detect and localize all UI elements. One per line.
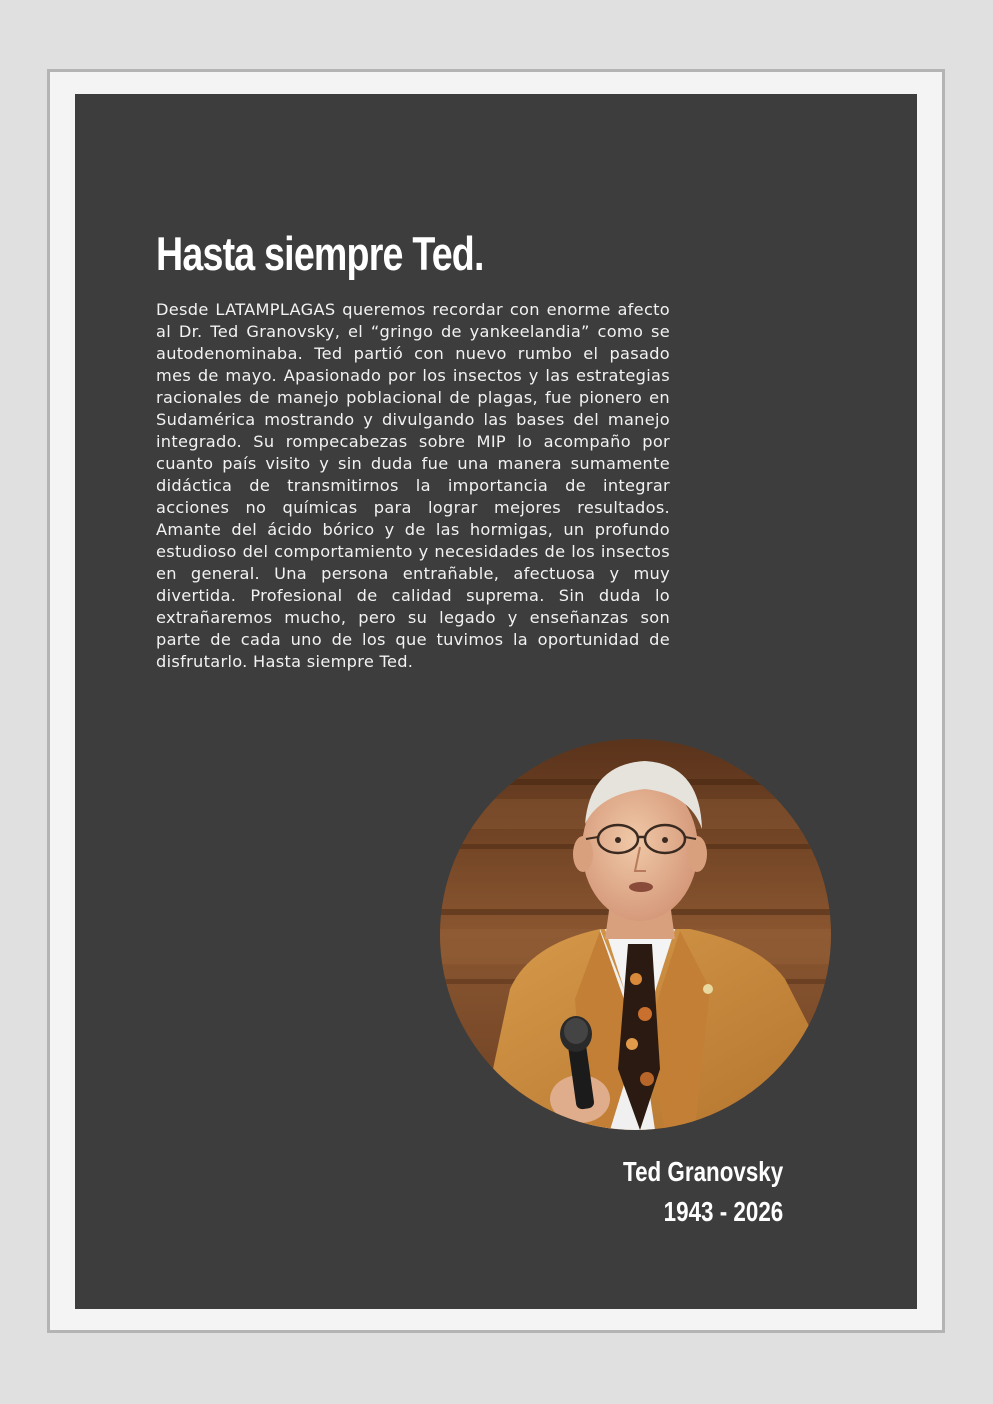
memorial-text: Desde LATAMPLAGAS queremos recordar con enorme afecto al Dr. Ted Granovsky, el “gringo de yankeelandia” como se autodenominaba. Ted partió con nuevo rumbo el pasado mes de mayo. Apasionado por los insectos y las estrategias racionales de manejo poblacional de plagas, fue pionero en Sudamérica mostrando y divulgando las bases del manejo integrado. Su rompecabezas sobre MIP lo acompaño por cuanto país visito y sin duda fue una manera sumamente didáctica de transmitirnos la importancia de integrar acciones no químicas para lograr mejores resultados. Amante del ácido bórico y de las hormigas, un profundo estudioso del comportamiento y necesidades de los insectos en general. Una persona entrañable, afectuosa y muy divertida. Profesional de calidad suprema. Sin duda lo extrañaremos mucho, pero su legado y enseñanzas son parte de cada uno de los que tuvimos la oportunidad de disfrutarlo. Hasta siempre Ted. <box>156 300 670 671</box>
portrait-illustration <box>440 739 831 1130</box>
portrait-photo <box>440 739 831 1130</box>
headline: Hasta siempre Ted. <box>156 227 484 280</box>
memorial-panel <box>75 94 917 1309</box>
caption-years: 1943 - 2026 <box>663 1196 783 1227</box>
portrait-caption <box>623 1152 783 1232</box>
caption-name: Ted Granovsky <box>622 1156 783 1187</box>
